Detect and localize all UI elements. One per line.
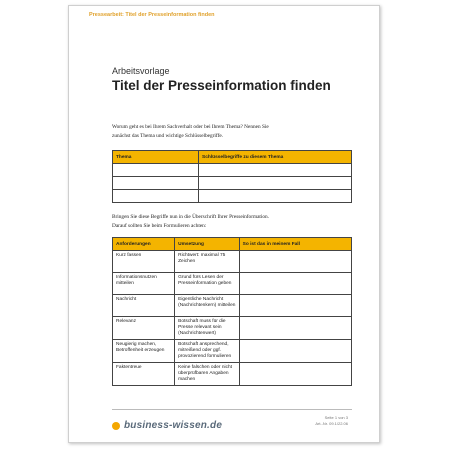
table-cell: Botschaft muss für die Presse relevant sein (Nachrichtenwert): [175, 317, 240, 340]
instruction-paragraph: [112, 213, 352, 231]
intro-line-2: zunächst das Thema und wichtige Schlüsselbegriffe.: [112, 133, 224, 139]
table-cell: [239, 273, 351, 295]
table-cell: Neugierig machen, Betroffenheit erzeugen: [113, 340, 175, 363]
article-number: Art.-Nr. 09.1/22.06: [315, 421, 348, 426]
table-row: [113, 295, 352, 317]
document-title: Titel der Presseinformation finden: [112, 78, 331, 93]
table-row: [113, 363, 352, 386]
table-cell: [239, 317, 351, 340]
table-cell: Relevanz: [113, 317, 175, 340]
table-cell: Botschaft ansprechend, mitreißend oder ggf. provozierend formulieren: [175, 340, 240, 363]
table-row: [113, 340, 352, 363]
running-header: Pressearbeit: Titel der Presseinformation finden: [89, 12, 215, 18]
document-page: [68, 5, 380, 443]
table-header-cell: Thema: [113, 151, 199, 164]
table-row: [113, 251, 352, 273]
topic-table: [112, 150, 352, 203]
table-cell: Nachricht: [113, 295, 175, 317]
intro-line-1: Worum geht es bei Ihrem Sachverhalt oder bei Ihrem Thema? Nennen Sie: [112, 124, 269, 130]
intro-paragraph: [112, 123, 352, 141]
table-cell: Grund fürs Lesen der Presseinformation geben: [175, 273, 240, 295]
table-cell: [199, 190, 352, 203]
table-cell: [239, 340, 351, 363]
table-cell: Eigentliche Nachricht (Nachrichtenkern) mitteilen: [175, 295, 240, 317]
table-row: [113, 177, 352, 190]
logo-text: business-wissen.de: [124, 420, 223, 431]
table-cell: Faktentreue: [113, 363, 175, 386]
table-row: [113, 190, 352, 203]
table-cell: Kurz fassen: [113, 251, 175, 273]
table-header-cell: Anforderungen: [113, 238, 175, 251]
instruction-line-1: Bringen Sie diese Begriffe nun in die Überschrift Ihrer Presseinformation.: [112, 214, 270, 220]
table-header-cell: Schlüsselbegriffe zu diesem Thema: [199, 151, 352, 164]
table-cell: [113, 190, 199, 203]
table-cell: [239, 363, 351, 386]
table-cell: Informationsnutzen mitteilen: [113, 273, 175, 295]
table-cell: Richtwert: maximal 75 Zeichen: [175, 251, 240, 273]
logo-dot-icon: [112, 422, 120, 430]
table-row: [113, 273, 352, 295]
table-header-cell: So ist das in meinem Fall: [239, 238, 351, 251]
table-cell: [113, 164, 199, 177]
brand-logo: [112, 420, 222, 431]
table-header-cell: Umsetzung: [175, 238, 240, 251]
table-cell: [239, 251, 351, 273]
document-subtitle: Arbeitsvorlage: [112, 66, 170, 76]
table-cell: Keine falschen oder nicht überprüfbaren Angaben machen: [175, 363, 240, 386]
instruction-line-2: Darauf sollten Sie beim Formulieren achten:: [112, 223, 207, 229]
table-cell: [113, 177, 199, 190]
table-row: [113, 317, 352, 340]
table-row: [113, 164, 352, 177]
table-cell: [239, 295, 351, 317]
footer-divider: [112, 409, 352, 410]
table-cell: [199, 177, 352, 190]
table-cell: [199, 164, 352, 177]
requirements-table: [112, 237, 352, 386]
page-number: Seite 1 von 3: [324, 415, 348, 420]
